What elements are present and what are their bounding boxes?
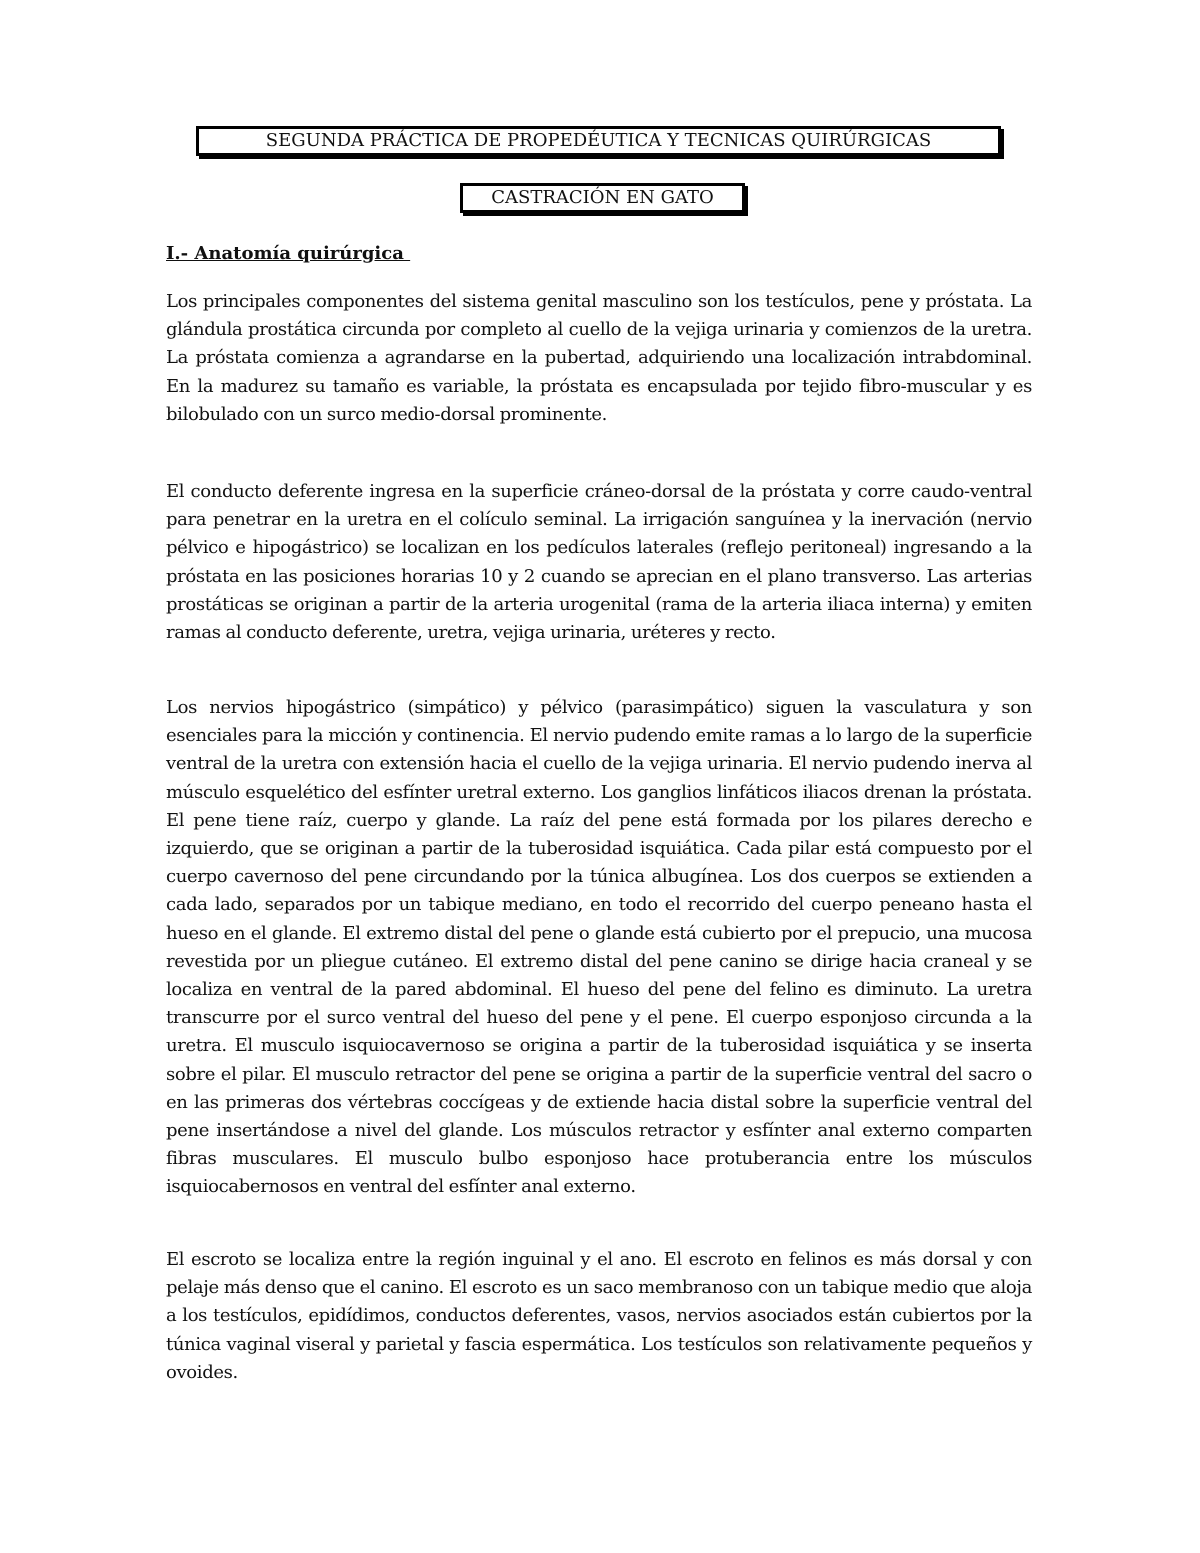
paragraph: Los nervios hipogástrico (simpático) y pélvico (parasimpático) siguen la vasculatura y son esenciales para la micción y continencia. El nervio pudendo emite ramas a lo largo de la superficie ventral de la uretra con extensión hacia el cuello de la vejiga urinaria. El nervio pudendo inerva al músculo esquelético del esfínter uretral externo. Los ganglios linfáticos iliacos drenan la próstata. El pene tiene raíz, cuerpo y glande. La raíz del pene está formada por los pilares derecho e izquierdo, que se originan a partir de la tuberosidad isquiática. Cada pilar está compuesto por el cuerpo cavernoso del pene circundando por la túnica albugínea. Los dos cuerpos se extienden a cada lado, separados por un tabique mediano, en todo el recorrido del cuerpo peneano hasta el hueso en el glande. El extremo distal del pene o glande está cubierto por el prepucio, una mucosa revestida por un pliegue cutáneo. El extremo distal del pene canino se dirige hacia craneal y se localiza en ventral de la pared abdominal. El hueso del pene del felino es diminuto. La uretra transcurre por el surco ventral del hueso del pene y el pene. El cuerpo esponjoso circunda a la uretra. El musculo isquiocavernoso se origina a partir de la tuberosidad isquiática y se inserta sobre el pilar. El musculo retractor del pene se origina a partir de la superficie ventral del sacro o en las primeras dos vértebras coccígeas y de extiende hacia distal sobre la superficie ventral del pene insertándose a nivel del glande. Los músculos retractor y esfínter anal externo comparten fibras musculares. El musculo bulbo esponjoso hace protuberancia entre los músculos isquiocabernosos en ventral del esfínter anal externo.	[166, 697, 1032, 1198]
section-heading: I.- Anatomía quirúrgica	[166, 243, 411, 264]
document-subtitle: CASTRACIÓN EN GATO	[460, 183, 745, 213]
document-title: SEGUNDA PRÁCTICA DE PROPEDÉUTICA Y TECNICAS QUIRÚRGICAS	[196, 126, 1001, 156]
paragraph: Los principales componentes del sistema genital masculino son los testículos, pene y próstata. La glándula prostática circunda por completo al cuello de la vejiga urinaria y comienzos de la uretra. La próstata comienza a agrandarse en la pubertad, adquiriendo una localización intrabdominal. En la madurez su tamaño es variable, la próstata es encapsulada por tejido fibro-muscular y es bilobulado con un surco medio-dorsal prominente.	[166, 291, 1032, 425]
paragraph: El escroto se localiza entre la región inguinal y el ano. El escroto en felinos es más dorsal y con pelaje más denso que el canino. El escroto es un saco membranoso con un tabique medio que aloja a los testículos, epidídimos, conductos deferentes, vasos, nervios asociados están cubiertos por la túnica vaginal viseral y parietal y fascia espermática. Los testículos son relativamente pequeños y ovoides.	[166, 1249, 1032, 1383]
paragraph: El conducto deferente ingresa en la superficie cráneo-dorsal de la próstata y corre caudo-ventral para penetrar en la uretra en el colículo seminal. La irrigación sanguínea y la inervación (nervio pélvico e hipogástrico) se localizan en los pedículos laterales (reflejo peritoneal) ingresando a la próstata en las posiciones horarias 10 y 2 cuando se aprecian en el plano transverso. Las arterias prostáticas se originan a partir de la arteria urogenital (rama de la arteria iliaca interna) y emiten ramas al conducto deferente, uretra, vejiga urinaria, uréteres y recto.	[166, 481, 1032, 644]
